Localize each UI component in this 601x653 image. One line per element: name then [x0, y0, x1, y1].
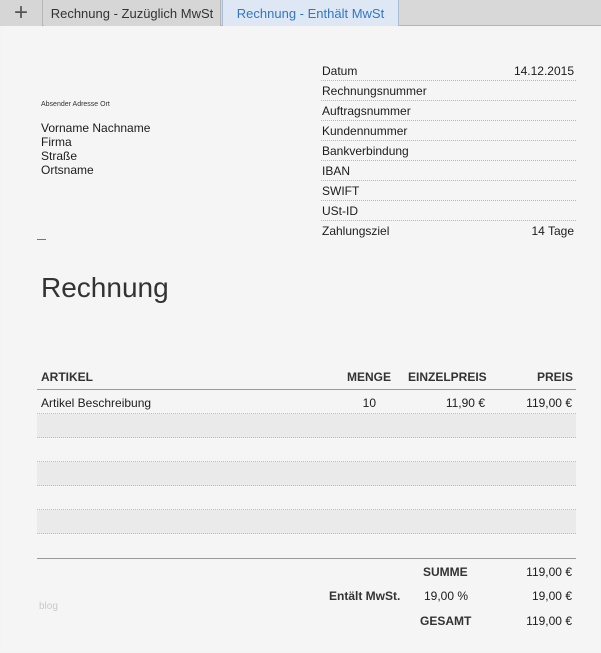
cell-preis: 119,00 € [526, 396, 572, 410]
mwst-label: Entält MwSt. [329, 589, 401, 603]
gesamt-value: 119,00 € [526, 614, 572, 628]
table-row [37, 510, 576, 534]
tab-bar [0, 0, 601, 26]
table-row [37, 486, 576, 510]
meta-label: IBAN [322, 164, 351, 178]
column-header-einzelpreis: EINZELPREIS [408, 370, 487, 384]
column-header-preis: PREIS [537, 370, 574, 384]
meta-row-datum [321, 61, 576, 81]
meta-row-iban [321, 161, 576, 181]
meta-label: SWIFT [322, 184, 360, 198]
cell-artikel: Artikel Beschreibung [41, 396, 152, 410]
meta-row-kundennummer [321, 121, 576, 141]
cell-menge: 10 [362, 396, 376, 410]
recipient-city: Ortsname [41, 163, 94, 177]
meta-row-swift [321, 181, 576, 201]
mwst-value: 19,00 € [531, 589, 572, 603]
add-sheet-button[interactable] [0, 0, 43, 26]
table-row [37, 414, 576, 438]
meta-value: 14 Tage [531, 224, 574, 238]
totals-divider [37, 558, 576, 559]
sender-address-line: Absender Adresse Ort [41, 101, 110, 108]
meta-label: USt-ID [322, 204, 358, 218]
mwst-rate: 19,00 % [424, 589, 469, 603]
table-row [37, 390, 576, 414]
cell-einzelpreis: 11,90 € [445, 396, 485, 410]
table-row [37, 438, 576, 462]
column-header-artikel: ARTIKEL [41, 370, 93, 384]
watermark: blog [39, 601, 58, 612]
tab-label: Rechnung - Zuzüglich MwSt [50, 5, 214, 21]
recipient-company: Firma [41, 135, 72, 149]
tab-enthaelt-mwst[interactable] [222, 0, 399, 26]
meta-label: Kundennummer [322, 124, 408, 138]
plus-icon: + [13, 0, 28, 26]
tab-label: Rechnung - Enthält MwSt [236, 5, 385, 21]
summe-value: 119,00 € [526, 565, 572, 579]
meta-label: Auftragsnummer [322, 104, 411, 118]
meta-label: Rechnungsnummer [322, 84, 427, 98]
tab-zuzueglich-mwst[interactable] [44, 0, 221, 26]
summe-label: SUMME [423, 565, 468, 579]
column-header-menge: MENGE [347, 370, 392, 384]
meta-row-rechnungsnummer [321, 81, 576, 101]
table-row [37, 462, 576, 486]
meta-row-auftragsnummer [321, 101, 576, 121]
invoice-title: Rechnung [41, 272, 169, 303]
fold-mark [37, 239, 46, 240]
meta-row-ustid [321, 201, 576, 221]
gesamt-label: GESAMT [420, 614, 472, 628]
meta-label: Zahlungsziel [322, 224, 390, 238]
meta-label: Datum [322, 64, 358, 78]
recipient-street: Straße [41, 149, 78, 163]
recipient-name: Vorname Nachname [41, 121, 151, 135]
meta-value: 14.12.2015 [513, 64, 574, 78]
meta-label: Bankverbindung [322, 144, 409, 158]
meta-row-zahlungsziel [321, 221, 576, 241]
meta-row-bankverbindung [321, 141, 576, 161]
